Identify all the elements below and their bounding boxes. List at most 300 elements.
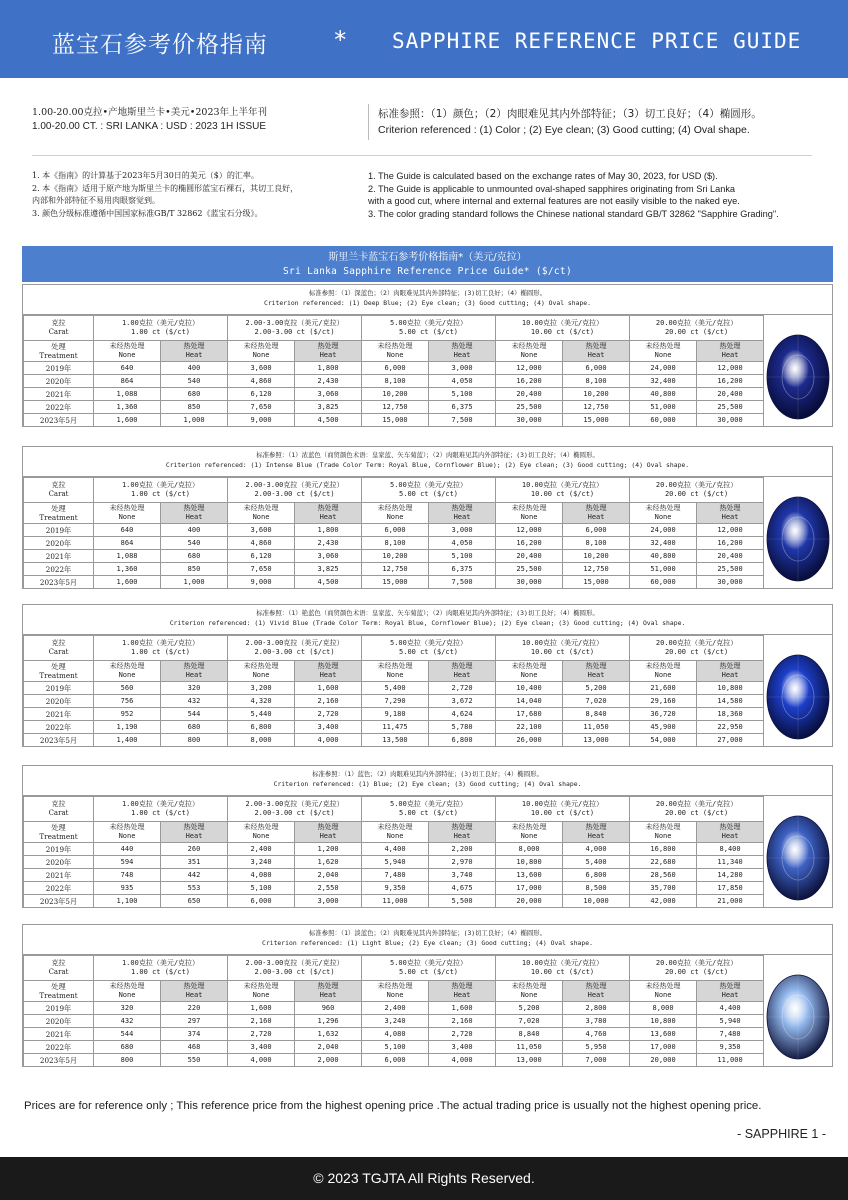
- price-cell: 1,800: [295, 362, 362, 375]
- carat-column-header: [362, 956, 496, 981]
- price-cell: 5,200: [563, 682, 630, 695]
- carat-column-header: [630, 636, 764, 661]
- carat-label-en: Carat: [48, 648, 69, 656]
- price-cell: 30,000: [697, 414, 764, 427]
- treatment-none-header: [362, 981, 429, 1002]
- carat-column-header: [362, 636, 496, 661]
- price-cell: 6,000: [563, 362, 630, 375]
- price-cell: 650: [161, 895, 228, 908]
- price-cell: 25,500: [496, 401, 563, 414]
- year-cell: 2023年5月: [24, 576, 94, 589]
- carat-header-cn: 2.00-3.00克拉（美元/克拉）: [245, 319, 344, 327]
- price-cell: 5,440: [228, 708, 295, 721]
- price-cell: 3,240: [228, 856, 295, 869]
- treatment-none-cn: 未经热处理: [645, 982, 681, 990]
- treatment-label-cn: 处理: [51, 982, 66, 991]
- treatment-heat-en: Heat: [319, 513, 337, 521]
- price-cell: 17,850: [697, 882, 764, 895]
- year-cell: 2019年: [24, 524, 94, 537]
- carat-header-en: 5.00 ct ($/ct): [399, 968, 459, 976]
- carat-column-header: [496, 956, 630, 981]
- price-cell: 400: [161, 524, 228, 537]
- table-row: [24, 550, 764, 563]
- year-cell: 2019年: [24, 682, 94, 695]
- treatment-none-header: [228, 661, 295, 682]
- price-cell: 7,000: [563, 1054, 630, 1067]
- carat-header-en: 2.00-3.00 ct ($/ct): [254, 328, 335, 336]
- carat-header-cn: 10.00克拉（美元/克拉）: [521, 319, 604, 327]
- price-section: [22, 284, 833, 427]
- notes-chinese: [32, 170, 362, 220]
- year-cell: 2019年: [24, 1002, 94, 1015]
- treatment-heat-en: Heat: [721, 671, 739, 679]
- table-row: [24, 882, 764, 895]
- treatment-none-cn: 未经热处理: [645, 662, 681, 670]
- treatment-heat-header: [429, 822, 496, 843]
- treatment-heat-cn: 热处理: [451, 823, 473, 831]
- price-cell: 7,480: [697, 1028, 764, 1041]
- treatment-none-header: [228, 341, 295, 362]
- sapphire-image: [765, 798, 831, 918]
- oval-sapphire-icon: [765, 317, 831, 437]
- carat-header-en: 20.00 ct ($/ct): [664, 809, 729, 817]
- treatment-none-en: None: [252, 832, 270, 840]
- year-cell: 2021年: [24, 388, 94, 401]
- carat-label-en: Carat: [48, 968, 69, 976]
- treatment-heat-header: [697, 661, 764, 682]
- treatment-none-en: None: [252, 351, 270, 359]
- price-cell: 3,240: [362, 1015, 429, 1028]
- price-cell: 8,100: [362, 375, 429, 388]
- price-cell: 4,400: [362, 843, 429, 856]
- carat-header-cn: 1.00克拉（美元/克拉）: [121, 800, 200, 808]
- treatment-none-cn: 未经热处理: [243, 662, 279, 670]
- treatment-none-en: None: [386, 671, 404, 679]
- price-cell: 3,780: [563, 1015, 630, 1028]
- price-cell: 3,000: [429, 362, 496, 375]
- treatment-none-header: [228, 981, 295, 1002]
- carat-column-header: [228, 478, 362, 503]
- table-row: [24, 895, 764, 908]
- treatment-heat-header: [563, 503, 630, 524]
- price-cell: 2,400: [362, 1002, 429, 1015]
- price-cell: 1,632: [295, 1028, 362, 1041]
- issue-en: 1.00-20.00 CT. : SRI LANKA : USD : 2023 1H ISSUE: [32, 121, 266, 132]
- treatment-none-cn: 未经热处理: [511, 982, 547, 990]
- year-cell: 2023年5月: [24, 414, 94, 427]
- price-cell: 22,680: [630, 856, 697, 869]
- treatment-none-header: [496, 661, 563, 682]
- section-criterion-cn: 标准参照：（1）艳蓝色（商贸颜色术语：皇家蓝、矢车菊蓝）；（2）肉眼难见其内外部特征；(3)切工良好；（4）椭圆形。: [256, 609, 599, 617]
- price-cell: 30,000: [697, 576, 764, 589]
- year-cell: 2019年: [24, 362, 94, 375]
- treatment-heat-header: [697, 822, 764, 843]
- treatment-none-cn: 未经热处理: [645, 504, 681, 512]
- price-cell: 850: [161, 401, 228, 414]
- price-cell: 16,200: [496, 537, 563, 550]
- price-cell: 12,750: [563, 401, 630, 414]
- price-cell: 20,400: [496, 388, 563, 401]
- price-cell: 6,120: [228, 388, 295, 401]
- treatment-label-en: Treatment: [39, 513, 78, 522]
- treatment-none-en: None: [252, 671, 270, 679]
- treatment-none-en: None: [654, 513, 672, 521]
- treatment-label-en: Treatment: [39, 671, 78, 680]
- price-cell: 12,000: [697, 362, 764, 375]
- price-cell: 10,800: [496, 856, 563, 869]
- price-cell: 4,860: [228, 375, 295, 388]
- price-table: [23, 955, 764, 1067]
- price-cell: 2,430: [295, 375, 362, 388]
- price-cell: 12,750: [563, 563, 630, 576]
- price-cell: 13,000: [563, 734, 630, 747]
- treatment-none-en: None: [654, 671, 672, 679]
- carat-header-en: 1.00 ct ($/ct): [131, 328, 191, 336]
- price-cell: 9,350: [362, 882, 429, 895]
- treatment-heat-en: Heat: [587, 351, 605, 359]
- treatment-none-cn: 未经热处理: [511, 504, 547, 512]
- treatment-none-header: [362, 822, 429, 843]
- price-cell: 680: [161, 721, 228, 734]
- table-row: [24, 682, 764, 695]
- treatment-heat-header: [429, 341, 496, 362]
- treatment-heat-cn: 热处理: [317, 982, 339, 990]
- treatment-label: [24, 661, 94, 682]
- price-cell: 7,480: [362, 869, 429, 882]
- price-cell: 5,940: [697, 1015, 764, 1028]
- carat-label-cn: 克拉: [51, 319, 66, 327]
- price-cell: 12,750: [362, 401, 429, 414]
- treatment-none-en: None: [654, 832, 672, 840]
- treatment-heat-cn: 热处理: [719, 982, 741, 990]
- note-en-line: with a good cut, where internal and external features are not easily visible to the naked eye.: [368, 196, 740, 206]
- treatment-heat-cn: 热处理: [719, 823, 741, 831]
- price-cell: 45,900: [630, 721, 697, 734]
- price-cell: 7,650: [228, 401, 295, 414]
- price-cell: 16,200: [697, 375, 764, 388]
- price-cell: 3,825: [295, 563, 362, 576]
- price-cell: 25,500: [496, 563, 563, 576]
- price-cell: 5,100: [362, 1041, 429, 1054]
- price-cell: 8,840: [496, 1028, 563, 1041]
- carat-label-cn: 克拉: [51, 481, 66, 489]
- section-criterion-cn: 标准参照：（1）浓蓝色（商贸颜色术语：皇家蓝、矢车菊蓝）；（2）肉眼难见其内外部特征；(3)切工良好；（4）椭圆形。: [256, 451, 599, 459]
- table-row: [24, 1015, 764, 1028]
- carat-column-header: [362, 797, 496, 822]
- price-cell: 1,100: [94, 895, 161, 908]
- price-cell: 935: [94, 882, 161, 895]
- treatment-none-en: None: [386, 832, 404, 840]
- treatment-none-cn: 未经热处理: [377, 823, 413, 831]
- price-cell: 6,000: [228, 895, 295, 908]
- carat-column-header: [496, 316, 630, 341]
- treatment-heat-header: [697, 341, 764, 362]
- year-cell: 2019年: [24, 843, 94, 856]
- price-cell: 680: [161, 388, 228, 401]
- price-cell: 800: [94, 1054, 161, 1067]
- treatment-heat-en: Heat: [453, 351, 471, 359]
- price-cell: 5,400: [563, 856, 630, 869]
- treatment-none-en: None: [520, 991, 538, 999]
- section-criterion-en: Criterion referenced: (1) Intense Blue (Trade Color Term: Royal Blue, Cornflower Blue); (2) Eye clean; (3) Good cutting; (4) Oval shape.: [165, 460, 690, 469]
- oval-sapphire-icon: [765, 637, 831, 757]
- treatment-heat-cn: 热处理: [317, 504, 339, 512]
- price-cell: 15,000: [563, 576, 630, 589]
- price-table: [23, 477, 764, 589]
- price-cell: 594: [94, 856, 161, 869]
- note-cn-line: 1. 本《指南》的计算基于2023年5月30日的美元（$）的汇率。: [32, 171, 259, 180]
- price-table-title-en: Sri Lanka Sapphire Reference Price Guide* ($/ct): [283, 266, 572, 277]
- treatment-none-header: [94, 503, 161, 524]
- table-row: [24, 576, 764, 589]
- price-cell: 1,200: [295, 843, 362, 856]
- treatment-heat-header: [563, 981, 630, 1002]
- price-cell: 1,620: [295, 856, 362, 869]
- price-cell: 10,800: [630, 1015, 697, 1028]
- price-cell: 540: [161, 537, 228, 550]
- price-cell: 5,940: [362, 856, 429, 869]
- price-cell: 440: [94, 843, 161, 856]
- price-cell: 30,000: [496, 414, 563, 427]
- price-cell: 20,000: [630, 1054, 697, 1067]
- price-cell: 11,050: [563, 721, 630, 734]
- treatment-heat-header: [429, 503, 496, 524]
- carat-header-en: 2.00-3.00 ct ($/ct): [254, 648, 335, 656]
- price-cell: 7,500: [429, 576, 496, 589]
- treatment-none-cn: 未经热处理: [645, 823, 681, 831]
- carat-header-en: 10.00 ct ($/ct): [530, 648, 595, 656]
- carat-header-cn: 1.00克拉（美元/克拉）: [121, 481, 200, 489]
- treatment-none-en: None: [386, 513, 404, 521]
- price-cell: 320: [161, 682, 228, 695]
- sapphire-image: [765, 317, 831, 437]
- treatment-heat-en: Heat: [721, 991, 739, 999]
- treatment-none-header: [496, 503, 563, 524]
- treatment-heat-cn: 热处理: [451, 504, 473, 512]
- price-cell: 10,200: [563, 388, 630, 401]
- oval-sapphire-icon: [765, 479, 831, 599]
- carat-header-cn: 1.00克拉（美元/克拉）: [121, 319, 200, 327]
- carat-label: [24, 478, 94, 503]
- carat-header-cn: 2.00-3.00克拉（美元/克拉）: [245, 959, 344, 967]
- price-cell: 25,500: [697, 563, 764, 576]
- carat-column-header: [496, 636, 630, 661]
- table-row: [24, 734, 764, 747]
- criterion-en: Criterion referenced : (1) Color ; (2) Eye clean; (3) Good cutting; (4) Oval shape.: [378, 124, 750, 136]
- treatment-heat-en: Heat: [185, 832, 203, 840]
- treatment-none-cn: 未经热处理: [645, 342, 681, 350]
- price-cell: 25,500: [697, 401, 764, 414]
- sapphire-image: [765, 479, 831, 599]
- treatment-heat-en: Heat: [319, 351, 337, 359]
- carat-header-en: 1.00 ct ($/ct): [131, 809, 191, 817]
- treatment-none-header: [496, 822, 563, 843]
- price-cell: 4,000: [295, 734, 362, 747]
- price-section: [22, 765, 833, 908]
- treatment-heat-header: [697, 503, 764, 524]
- treatment-none-en: None: [654, 991, 672, 999]
- price-cell: 442: [161, 869, 228, 882]
- price-cell: 2,160: [228, 1015, 295, 1028]
- year-cell: 2022年: [24, 401, 94, 414]
- price-cell: 2,160: [295, 695, 362, 708]
- treatment-none-header: [94, 661, 161, 682]
- carat-column-header: [94, 797, 228, 822]
- price-cell: 800: [161, 734, 228, 747]
- treatment-header-row: [24, 981, 764, 1002]
- treatment-heat-cn: 热处理: [585, 504, 607, 512]
- price-cell: 17,000: [496, 882, 563, 895]
- treatment-none-header: [496, 341, 563, 362]
- price-cell: 2,720: [429, 682, 496, 695]
- price-cell: 10,200: [362, 550, 429, 563]
- price-cell: 30,000: [496, 576, 563, 589]
- treatment-heat-cn: 热处理: [451, 662, 473, 670]
- sapphire-image: [765, 957, 831, 1077]
- table-row: [24, 856, 764, 869]
- title-english: SAPPHIRE REFERENCE PRICE GUIDE: [392, 29, 802, 53]
- price-cell: 756: [94, 695, 161, 708]
- price-cell: 51,000: [630, 563, 697, 576]
- price-cell: 5,400: [362, 682, 429, 695]
- carat-header-en: 1.00 ct ($/ct): [131, 490, 191, 498]
- price-cell: 5,200: [496, 1002, 563, 1015]
- price-cell: 864: [94, 537, 161, 550]
- table-row: [24, 362, 764, 375]
- price-cell: 3,600: [228, 362, 295, 375]
- carat-header-cn: 20.00克拉（美元/克拉）: [655, 959, 738, 967]
- carat-column-header: [630, 797, 764, 822]
- carat-header-row: [24, 956, 764, 981]
- price-cell: 3,060: [295, 550, 362, 563]
- treatment-heat-header: [161, 981, 228, 1002]
- price-cell: 1,600: [429, 1002, 496, 1015]
- treatment-none-cn: 未经热处理: [243, 982, 279, 990]
- table-row: [24, 1054, 764, 1067]
- price-cell: 850: [161, 563, 228, 576]
- price-cell: 20,400: [496, 550, 563, 563]
- treatment-label-cn: 处理: [51, 504, 66, 513]
- treatment-header-row: [24, 341, 764, 362]
- treatment-heat-cn: 热处理: [183, 504, 205, 512]
- price-cell: 10,200: [563, 550, 630, 563]
- price-cell: 17,680: [496, 708, 563, 721]
- treatment-heat-header: [697, 981, 764, 1002]
- price-cell: 1,600: [94, 576, 161, 589]
- price-cell: 42,000: [630, 895, 697, 908]
- price-cell: 2,200: [429, 843, 496, 856]
- treatment-none-en: None: [118, 991, 136, 999]
- carat-header-cn: 5.00克拉（美元/克拉）: [389, 800, 468, 808]
- carat-label: [24, 316, 94, 341]
- year-cell: 2022年: [24, 563, 94, 576]
- price-cell: 544: [94, 1028, 161, 1041]
- price-cell: 11,000: [362, 895, 429, 908]
- table-row: [24, 843, 764, 856]
- price-cell: 6,375: [429, 563, 496, 576]
- price-cell: 27,000: [697, 734, 764, 747]
- treatment-label: [24, 822, 94, 843]
- carat-header-cn: 1.00克拉（美元/克拉）: [121, 959, 200, 967]
- carat-header-row: [24, 478, 764, 503]
- price-cell: 432: [161, 695, 228, 708]
- carat-header-cn: 5.00克拉（美元/克拉）: [389, 481, 468, 489]
- carat-header-en: 20.00 ct ($/ct): [664, 328, 729, 336]
- carat-label-en: Carat: [48, 490, 69, 498]
- year-cell: 2020年: [24, 1015, 94, 1028]
- table-row: [24, 1002, 764, 1015]
- treatment-heat-en: Heat: [453, 671, 471, 679]
- price-section: [22, 604, 833, 747]
- price-cell: 560: [94, 682, 161, 695]
- price-cell: 3,060: [295, 388, 362, 401]
- treatment-label: [24, 341, 94, 362]
- treatment-heat-header: [295, 822, 362, 843]
- treatment-heat-header: [563, 661, 630, 682]
- treatment-none-cn: 未经热处理: [511, 342, 547, 350]
- treatment-heat-en: Heat: [185, 351, 203, 359]
- carat-header-en: 5.00 ct ($/ct): [399, 809, 459, 817]
- table-row: [24, 869, 764, 882]
- section-criterion: [23, 605, 832, 635]
- price-cell: 2,040: [295, 869, 362, 882]
- treatment-none-cn: 未经热处理: [109, 504, 145, 512]
- treatment-none-cn: 未经热处理: [109, 342, 145, 350]
- carat-header-cn: 20.00克拉（美元/克拉）: [655, 800, 738, 808]
- treatment-none-cn: 未经热处理: [377, 982, 413, 990]
- section-criterion-cn: 标准参照：（1）深蓝色；（2）肉眼难见其内外部特征；(3)切工良好；（4）椭圆形。: [308, 289, 547, 297]
- price-cell: 1,600: [295, 682, 362, 695]
- disclaimer: Prices are for reference only ; This reference price from the highest opening price .The actual trading price is usually not the highest opening price.: [24, 1100, 762, 1112]
- price-cell: 14,040: [496, 695, 563, 708]
- price-cell: 11,000: [697, 1054, 764, 1067]
- carat-column-header: [228, 797, 362, 822]
- treatment-heat-en: Heat: [453, 991, 471, 999]
- page-number: - SAPPHIRE 1 -: [737, 1127, 826, 1141]
- section-criterion: [23, 447, 832, 477]
- treatment-label: [24, 981, 94, 1002]
- treatment-heat-en: Heat: [587, 991, 605, 999]
- price-cell: 2,720: [429, 1028, 496, 1041]
- price-cell: 17,000: [630, 1041, 697, 1054]
- price-cell: 400: [161, 362, 228, 375]
- price-cell: 320: [94, 1002, 161, 1015]
- carat-header-cn: 10.00克拉（美元/克拉）: [521, 481, 604, 489]
- price-cell: 550: [161, 1054, 228, 1067]
- price-cell: 5,780: [429, 721, 496, 734]
- treatment-none-en: None: [118, 513, 136, 521]
- price-cell: 10,400: [496, 682, 563, 695]
- price-cell: 297: [161, 1015, 228, 1028]
- carat-column-header: [630, 316, 764, 341]
- price-cell: 1,600: [94, 414, 161, 427]
- price-cell: 4,760: [563, 1028, 630, 1041]
- treatment-heat-cn: 热处理: [719, 342, 741, 350]
- section-criterion: [23, 925, 832, 955]
- issue-info: [32, 106, 362, 134]
- price-cell: 1,400: [94, 734, 161, 747]
- treatment-none-cn: 未经热处理: [511, 662, 547, 670]
- note-en-line: 2. The Guide is applicable to unmounted oval-shaped sapphires originating from Sri Lanka: [368, 183, 736, 194]
- carat-header-en: 10.00 ct ($/ct): [530, 968, 595, 976]
- price-cell: 18,360: [697, 708, 764, 721]
- treatment-none-header: [362, 661, 429, 682]
- divider-line: [32, 155, 812, 156]
- treatment-heat-header: [563, 822, 630, 843]
- treatment-header-row: [24, 661, 764, 682]
- price-cell: 468: [161, 1041, 228, 1054]
- price-cell: 32,400: [630, 537, 697, 550]
